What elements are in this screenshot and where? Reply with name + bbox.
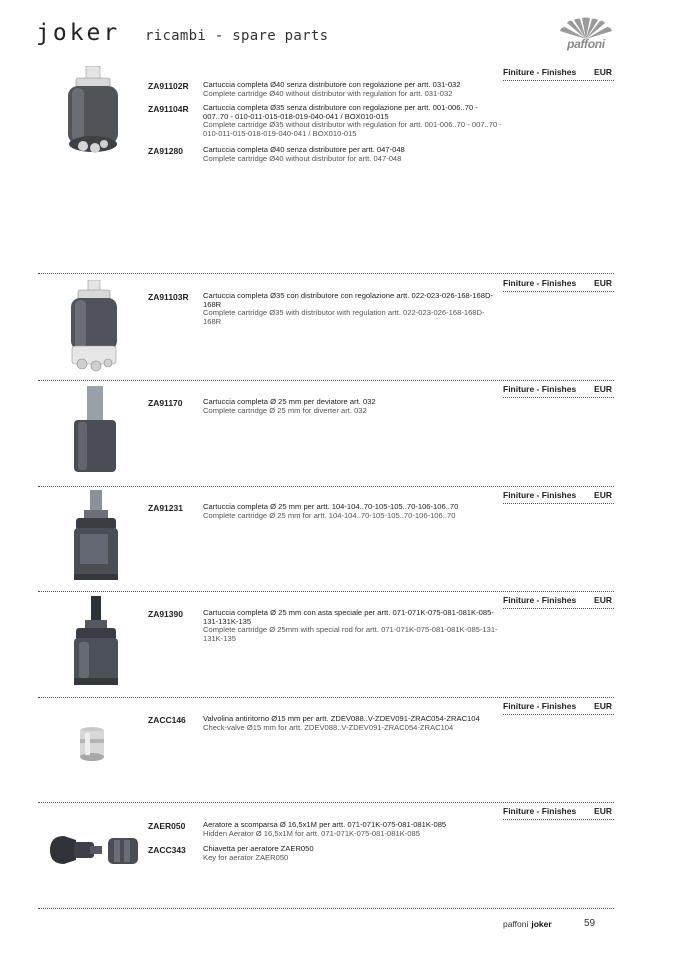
description-italian: Cartuccia completa Ø 25 mm con asta speciale per artt. 071-071K-075-081-081K-085-131-131K-135 [203, 608, 494, 626]
section-divider [38, 380, 614, 381]
product-code: ZA91280 [148, 146, 183, 156]
finishes-label: Finiture - Finishes [503, 806, 577, 816]
finishes-label: Finiture - Finishes [503, 67, 577, 77]
description-italian: Cartuccia completa Ø35 senza distributore con regolazione per artt. 001-006..70 - 007..70 - 010-011-015-018-019-040-041 / BOX010-015 [203, 103, 478, 121]
finishes-header [503, 594, 614, 609]
description-english: Check-valve Ø15 mm for artt. ZDEV088..V-ZDEV091-ZRAC054-ZRAC104 [203, 722, 454, 732]
section-divider [38, 908, 614, 909]
product-description [203, 146, 503, 163]
section-divider [38, 591, 614, 592]
product-description [203, 821, 503, 838]
currency-label: EUR [594, 595, 612, 605]
description-english: Complete cartridge Ø35 without distributor with regulation for artt. 001-006..70 - 007..70 - 010-011-015-018-019-040-041 / BOX010-015 [203, 120, 502, 138]
product-image-cartridge-25 [70, 490, 122, 582]
finishes-header [503, 66, 614, 81]
product-code: ZAER050 [148, 821, 186, 831]
product-description [203, 81, 503, 98]
finishes-header [503, 383, 614, 398]
product-image-cartridge-25-diverter [70, 386, 120, 474]
description-italian: Cartuccia completa Ø35 con distributore con regolazione artt. 022-023-026-168-168D-168R [203, 291, 493, 309]
description-italian: Cartuccia completa Ø 25 mm per artt. 104-104..70-105-105..70-106-106..70 [203, 502, 459, 511]
product-image-cartridge-40 [62, 66, 122, 162]
page-title: joker [36, 20, 121, 46]
finishes-label: Finiture - Finishes [503, 490, 577, 500]
currency-label: EUR [594, 490, 612, 500]
description-english: Complete cartridge Ø40 without distributor with regulation for artt. 031-032 [203, 88, 453, 98]
finishes-label: Finiture - Finishes [503, 278, 577, 288]
product-description [203, 609, 499, 643]
footer-brand [503, 919, 552, 929]
description-italian: Aeratore a scomparsa Ø 16,5x1M per artt. 071-071K-075-081-081K-085 [203, 820, 447, 829]
product-description [203, 845, 503, 862]
description-english: Complete cartridge Ø 25 mm for artt. 104-104..70-105-105..70-106-106..70 [203, 510, 456, 520]
logo-wordmark: paffoni [567, 37, 605, 51]
section-divider [38, 802, 614, 803]
currency-label: EUR [594, 67, 612, 77]
product-code: ZA91390 [148, 609, 183, 619]
finishes-label: Finiture - Finishes [503, 701, 577, 711]
finishes-header [503, 805, 614, 820]
page-number: 59 [584, 918, 596, 929]
product-code: ZACC343 [148, 845, 186, 855]
product-image-cartridge-25-special-rod [70, 596, 122, 688]
product-code: ZA91231 [148, 503, 183, 513]
product-code: ZACC146 [148, 715, 186, 725]
finishes-label: Finiture - Finishes [503, 384, 577, 394]
finishes-header [503, 277, 614, 292]
product-description [203, 292, 495, 326]
product-description [203, 104, 503, 138]
paffoni-logo [557, 17, 615, 53]
product-image-aerator-and-key [46, 830, 142, 870]
product-image-check-valve [76, 725, 108, 765]
section-divider [38, 273, 614, 274]
finishes-header [503, 489, 614, 504]
description-italian: Cartuccia completa Ø40 senza distributore con regolazione per artt. 031-032 [203, 80, 461, 89]
product-description [203, 715, 503, 732]
description-english: Complete cartridge Ø35 with distributor with regulation artt. 022-023-026-168-168D-168R [203, 308, 485, 326]
finishes-label: Finiture - Finishes [503, 595, 577, 605]
description-italian: Cartuccia completa Ø40 senza distributore per artt. 047-048 [203, 145, 405, 154]
description-english: Complete cartridge Ø 25 mm for diverter art. 032 [203, 405, 367, 415]
footer-brand-name: paffoni [503, 919, 529, 929]
page-subtitle: ricambi - spare parts [145, 28, 329, 44]
description-italian: Chiavetta per aeratore ZAER050 [203, 844, 314, 853]
product-code: ZA91102R [148, 81, 189, 91]
currency-label: EUR [594, 701, 612, 711]
footer-series-name: joker [531, 919, 552, 929]
currency-label: EUR [594, 384, 612, 394]
currency-label: EUR [594, 278, 612, 288]
product-image-cartridge-35 [66, 280, 124, 372]
description-italian: Valvolina antiritorno Ø15 mm per artt. ZDEV088..V-ZDEV091-ZRAC054-ZRAC104 [203, 714, 480, 723]
section-divider [38, 486, 614, 487]
description-english: Hidden Aerator Ø 16,5x1M for artt. 071-071K-075-081-081K-085 [203, 828, 420, 838]
description-italian: Cartuccia completa Ø 25 mm per deviatore art. 032 [203, 397, 376, 406]
product-code: ZA91170 [148, 398, 183, 408]
description-english: Complete cartridge Ø40 without distributor for artt. 047-048 [203, 153, 402, 163]
product-description [203, 398, 503, 415]
product-code: ZA91103R [148, 292, 189, 302]
finishes-header [503, 700, 614, 715]
product-description [203, 503, 503, 520]
currency-label: EUR [594, 806, 612, 816]
description-english: Key for aerator ZAER050 [203, 852, 289, 862]
product-code: ZA91104R [148, 104, 189, 114]
description-english: Complete cartridge Ø 25mm with special rod for artt. 071-071K-075-081-081K-085-131-131K-135 [203, 625, 498, 643]
section-divider [38, 697, 614, 698]
